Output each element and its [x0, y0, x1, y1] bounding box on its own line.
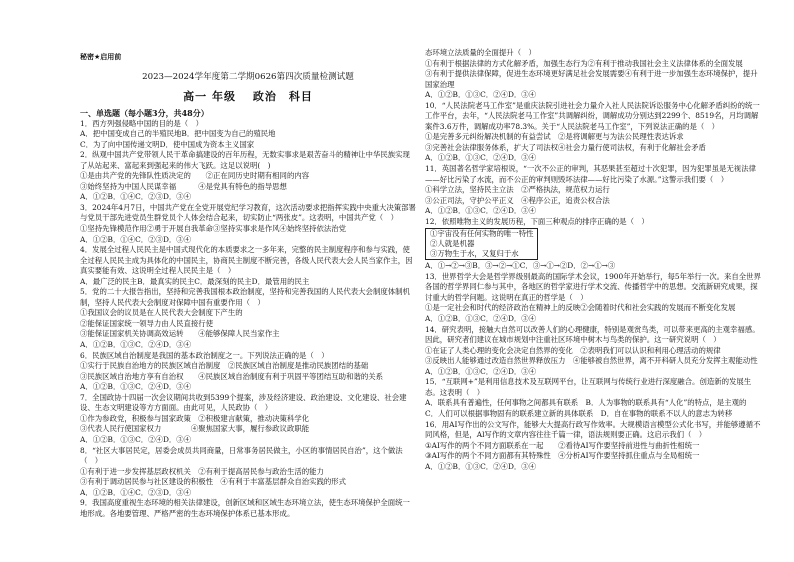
answer-options: [80, 235, 416, 246]
answer-option: D．②→①→③: [567, 261, 616, 271]
answer-option: C．②③: [135, 234, 163, 244]
answer-options: [425, 367, 761, 378]
question-line: 13．世界哲学大会是哲学界级别最高的国际学术会议，1900年开始举行，每5年举行一次。来自全世界各国的哲学界同仁参与其中，各地区的哲学家进行学术交流、传播哲学中的思想。交流新研究成果，探讨重大的哲学问题。这说明在真正的哲学是（ ）: [425, 271, 761, 302]
question-line: ①是完善多元纠纷解决机制的有益尝试 ②是将调解更与为法公民理性表达诉求: [425, 132, 684, 142]
question-line: ①我国议会的议员是在人民代表大会制度下产生的: [80, 308, 243, 318]
answer-option: C．②④: [480, 206, 508, 216]
answer-options: [425, 90, 761, 101]
boxed-statement: ②人就是机器: [430, 239, 475, 249]
question-line: 4．发展全过程人民民主是中国式现代化的本质要求之一多年来，完整的民主制度程序和参与实践，使全过程人民民主成为具体化的中国民主，协商民主制度不断完善，各级人民代表大会人民当家作主，因真实要能有效、这说明全过程人民民主是（ ）: [80, 245, 413, 276]
answer-option: B．把中国变为自己的殖民地: [181, 129, 276, 139]
question-line: 1．西方列强侵略中国的目的是（ ）: [80, 118, 203, 128]
answer-option: D．使中国成为资本主义国家: [159, 139, 255, 149]
answer-options: [80, 340, 416, 351]
answer-option: D．最管用的民主: [251, 276, 310, 286]
question-line: ①实行于民族自治地方的民族区域自治制度 ②民族区域自治制度是推动民族团结的基础: [80, 361, 369, 371]
question-line: ③始终坚持为中国人民谋幸福 ④是党具有特色的指导思想: [80, 181, 287, 191]
answer-option: B．①④: [107, 234, 136, 244]
boxed-statement: ①宇宙没有任何实物的唯一特性: [430, 229, 534, 239]
exam-subtitle: 高一 年级 政治 科目: [183, 90, 313, 103]
right-questions: [425, 48, 761, 472]
answer-option: C．②④: [480, 366, 508, 376]
question-line: 12．依照唯物主义的发展历程，下面三种观点的排序正确的是（ ）: [425, 216, 649, 226]
question-line: 9．我国高度重视生态环境的相关法律建设，创新区域和区域生态环境立法，使生态环境保护全面统一地形成。各地要管理、严格严密的生态环境保护体系已基本形成。: [80, 498, 410, 518]
question-line: 14．研究表明，接触大自然可以改善人们的心理健康，特别是观赏鸟类，可以带来更高的主观幸福感。因此，研究者们建议在城市规划中注重社区环境中树木与鸟类的保护。这一研究说明（ ）: [425, 324, 760, 345]
answer-option: D．③④: [507, 366, 537, 376]
answer-options: [80, 277, 416, 288]
answer-option: B．①③: [452, 90, 481, 100]
answer-option: C．②③: [135, 487, 163, 497]
question-line: ①AI写作的两个不同方面联系在一起 ②看待AI写作要坚持前进性与曲折性相统一: [425, 440, 700, 450]
right-column: [425, 48, 761, 472]
question-line: ③反映出人能够通过改造自然世界释放压力 ④能够被自然世界，离不开科研人员充分发挥主观能动性: [425, 356, 758, 366]
question-line: ③民族区域自治地方享有自治权 ④民族区域自治制度有利于巩固平等团结互助和谐的关系: [80, 371, 384, 381]
answer-option: D．③④: [162, 382, 192, 392]
question-line: 11．英国著名哲学家培根说，“一次不公正的审判，其恶果甚至超过十次犯罪，因为犯罪虽是无视法律——好比污染了水流，而不公正的审判则毁坏法律——好比污染了水源。”这警示我们要（ ）: [425, 164, 756, 184]
answer-option: D．③④: [507, 90, 537, 100]
answer-option: B．最真实的民主: [137, 276, 195, 286]
answer-option: C．③→①→②: [519, 261, 568, 271]
question-line: ③代表人民行使国家权力 ④聚焦国家大事，履行参政议政职能: [80, 424, 310, 434]
answer-option: B．①④: [107, 487, 136, 497]
answer-option: D．③④: [507, 206, 537, 216]
answer-option: A．①②: [425, 461, 453, 471]
answer-option: C．②③: [135, 192, 163, 202]
question-line: 3．2024年4月7日，中国共产党在全党开展党纪学习教育，这次活动要求把指挥实践中央重大决策部署与党员干部先进党员生群党员个人体会结合起来，切实防止“两张皮”。这表明，中国共产党（ ）: [80, 202, 416, 223]
answer-option: B．①④: [107, 192, 136, 202]
boxed-statements: [425, 228, 538, 260]
answer-option: A．①②: [425, 153, 453, 163]
answer-options: [80, 129, 416, 140]
question-line: ①是由共产党的先锋队性质决定的 ②正在同历史时期有相同的内容: [80, 171, 310, 181]
answer-option: A．①②: [80, 192, 108, 202]
answer-options: [425, 153, 761, 164]
question-line: 5．党的二十大报告指出，坚持和完善我国根本政治制度，坚持和完善我国的人民代表大会制度体制机制，坚持人民代表大会制度对保障中国有重要作用（ ）: [80, 287, 410, 307]
answer-option: A．①②: [80, 382, 108, 392]
answer-option: A．①②: [80, 434, 108, 444]
question-line: ③完善社会法律服务体系，扩大了司法权④社会力量行使司法权，有利于化解社会矛盾: [425, 142, 706, 152]
answer-option: A．①②: [80, 340, 108, 350]
answer-option: D．③④: [162, 434, 192, 444]
answer-option: D．③④: [507, 153, 537, 163]
answer-option: C．②④: [135, 382, 163, 392]
answer-options: [80, 192, 416, 203]
answer-option: B．①③: [452, 314, 481, 324]
answer-option: D．③④: [162, 192, 192, 202]
answer-option: A．①②: [425, 90, 453, 100]
question-line: ①坚持先锋模范作用②勇于开展自我革命③坚持实事求是作风④始终坚持依法治党: [80, 224, 347, 234]
left-column: [80, 108, 416, 519]
answer-option: B．①③: [107, 382, 136, 392]
boxed-statement: ③万物生于水，又复归于水: [430, 249, 519, 259]
answer-option: A．①→②→③: [425, 261, 473, 271]
question-line: ①有利于进一步发挥基层政权机关 ②有利于提高居民参与政治生活的能力: [80, 466, 324, 476]
answer-option: A．①②: [425, 206, 453, 216]
answer-option: A．①②: [80, 234, 108, 244]
answer-option: B．①③: [107, 434, 136, 444]
answer-option: A．①②: [80, 487, 108, 497]
answer-option: D．③④: [162, 487, 192, 497]
answer-options: [425, 462, 761, 473]
question-line: ①是一定社会和时代的经济政治在精神上的反映②会随着时代和社会实践的发展而不断变化发展: [425, 303, 736, 313]
answer-option: B．①③: [107, 340, 136, 350]
answer-option: D．③④: [507, 314, 537, 324]
question-line: 15．“互联网+”是利用信息技术及互联网平台，让互联网与传统行业进行深度融合。创造新的发展生态。这表明（ ）: [425, 377, 752, 397]
section-label: 一、单选题（每小题3分，共48分）: [80, 108, 209, 118]
answer-options: [425, 314, 761, 325]
question-line: 8．“社区大事居民定，居委会成员共同商量，日常事务居民做主，小区的事情居民自治”，这个做法（ ）: [80, 445, 403, 466]
answer-option: C．为了向中国传递文明: [80, 139, 160, 149]
answer-options: [80, 435, 416, 446]
question-line: 6．民族区域自治制度是我国的基本政治制度之一。下列说法正确的是（ ）: [80, 350, 329, 360]
answer-option: B．③→②→①: [472, 261, 520, 271]
answer-option: C．②④: [135, 340, 163, 350]
answer-option: D．③④: [162, 234, 192, 244]
question-line: 2．纵观中国共产党带领人民干革命搞建设的百年历程，无数实事求是艰苦奋斗的精神让中华民族实现了从站起来、富起来到强起来的伟大飞跃。这足以说明( ): [80, 150, 410, 170]
answer-option: C．②④: [135, 434, 163, 444]
answer-option: A．最广泛的民主: [80, 276, 138, 286]
question-line: ③有利于调动居民参与社区建设的积极性 ④有利于丰富基层群众自治实践的形式: [80, 477, 347, 487]
question-line: 16．用AI写作出的公文写作，能够大大提高行政写作效率。大规模语言模型公式化书写，并能够遵循不同风格，但是，Al写作的文章内容往往千篇一律，语法规则要正确。这启示我们（ ）: [425, 419, 761, 440]
question-line: ①在证了人类心理的变化会决定自然界的变化 ②表明我们可以认识和利用心理活动的规律: [425, 345, 721, 355]
answer-option: D．③④: [162, 340, 192, 350]
question-line: 态环境立法质量的全面提升（ ）: [425, 48, 536, 57]
question-line: ③AI写作的两个不同方面都有其特殊性 ④分析AI写作要坚持抓住重点与全局相统一: [425, 451, 700, 461]
secret-mark: 秘密★启用前: [80, 53, 122, 61]
answer-options: [80, 488, 416, 499]
answer-options: [425, 261, 761, 272]
answer-option: A．①②: [425, 314, 453, 324]
question-line: 10．“人民法院老马工作室”是重庆法院引进社会力量介入社人民法院诉讼服务中心化解矛盾纠纷的统一工作平台，去年，“人民法院老马工作室”共调解纠纷，调解成功分别达到2299个、8519名，月均调解案件3.6万件，调解成功率78.3%。关于“人民法院老马工作室”，下列说法正确的是（ ）: [425, 100, 760, 131]
question-line: A．联系具有普遍性，任何事物之间都具有联系 B．人为事物的联系具有“人化”的特点，是主观的: [425, 398, 747, 408]
question-line: ②能保证国家统一领导力由人民直接行使: [80, 318, 214, 328]
question-line: ③能保证国家机关协调高效运转 ④能够保障人民当家作主: [80, 329, 280, 339]
answer-option: B．①③: [452, 153, 481, 163]
question-line: ①科学立法，坚持民主立法 ②严格执法，规范权力运行: [425, 185, 610, 195]
answer-option: B．①③: [452, 461, 481, 471]
question-line: ①有利于根据法律的方式化解矛盾，加强生态行为②有利于推动我国社会主义法律体系的全面发展: [425, 58, 743, 68]
answer-options: [80, 140, 416, 151]
answer-options: [80, 382, 416, 393]
question-line: ③有利于提供法律保障，促进生态环境更好满足社会发展需要④有利于进一步加强生态环境保护，提升国家治理: [425, 69, 758, 89]
answer-options: [425, 206, 761, 217]
answer-option: C．②④: [480, 153, 508, 163]
answer-option: C．②④: [480, 90, 508, 100]
answer-option: B．①③: [452, 206, 481, 216]
answer-option: A．①②: [425, 366, 453, 376]
question-line: ①作为参政党，积极参与国家政策 ②积极建言献策，推动决策科学化: [80, 413, 310, 423]
question-line: ③公正司法，守护公平正义 ④程序公正，追责公权合法: [425, 195, 610, 205]
exam-title: 2023—2024学年度第二学期0626第四次质量检测试题: [142, 72, 354, 82]
left-questions: [80, 119, 416, 520]
answer-option: A．把中国变成自己的半殖民地: [80, 129, 182, 139]
answer-option: D．③④: [507, 461, 537, 471]
answer-option: C．②④: [480, 461, 508, 471]
answer-option: C．最深刻的民主: [194, 276, 252, 286]
question-line: 7．全国政协十四届一次会议期间共收到5399个提案，涉及经济建设、政治建设、文化建设、社会建设、生态文明建设等方方面面。由此可见，人民政协（ ）: [80, 392, 407, 413]
question-line: C．人们可以根据事物固有的联系建立新的具体联系 D．自在事物的联系不以人的意志为转移: [425, 408, 733, 418]
answer-option: C．②④: [480, 314, 508, 324]
answer-option: B．①③: [452, 366, 481, 376]
